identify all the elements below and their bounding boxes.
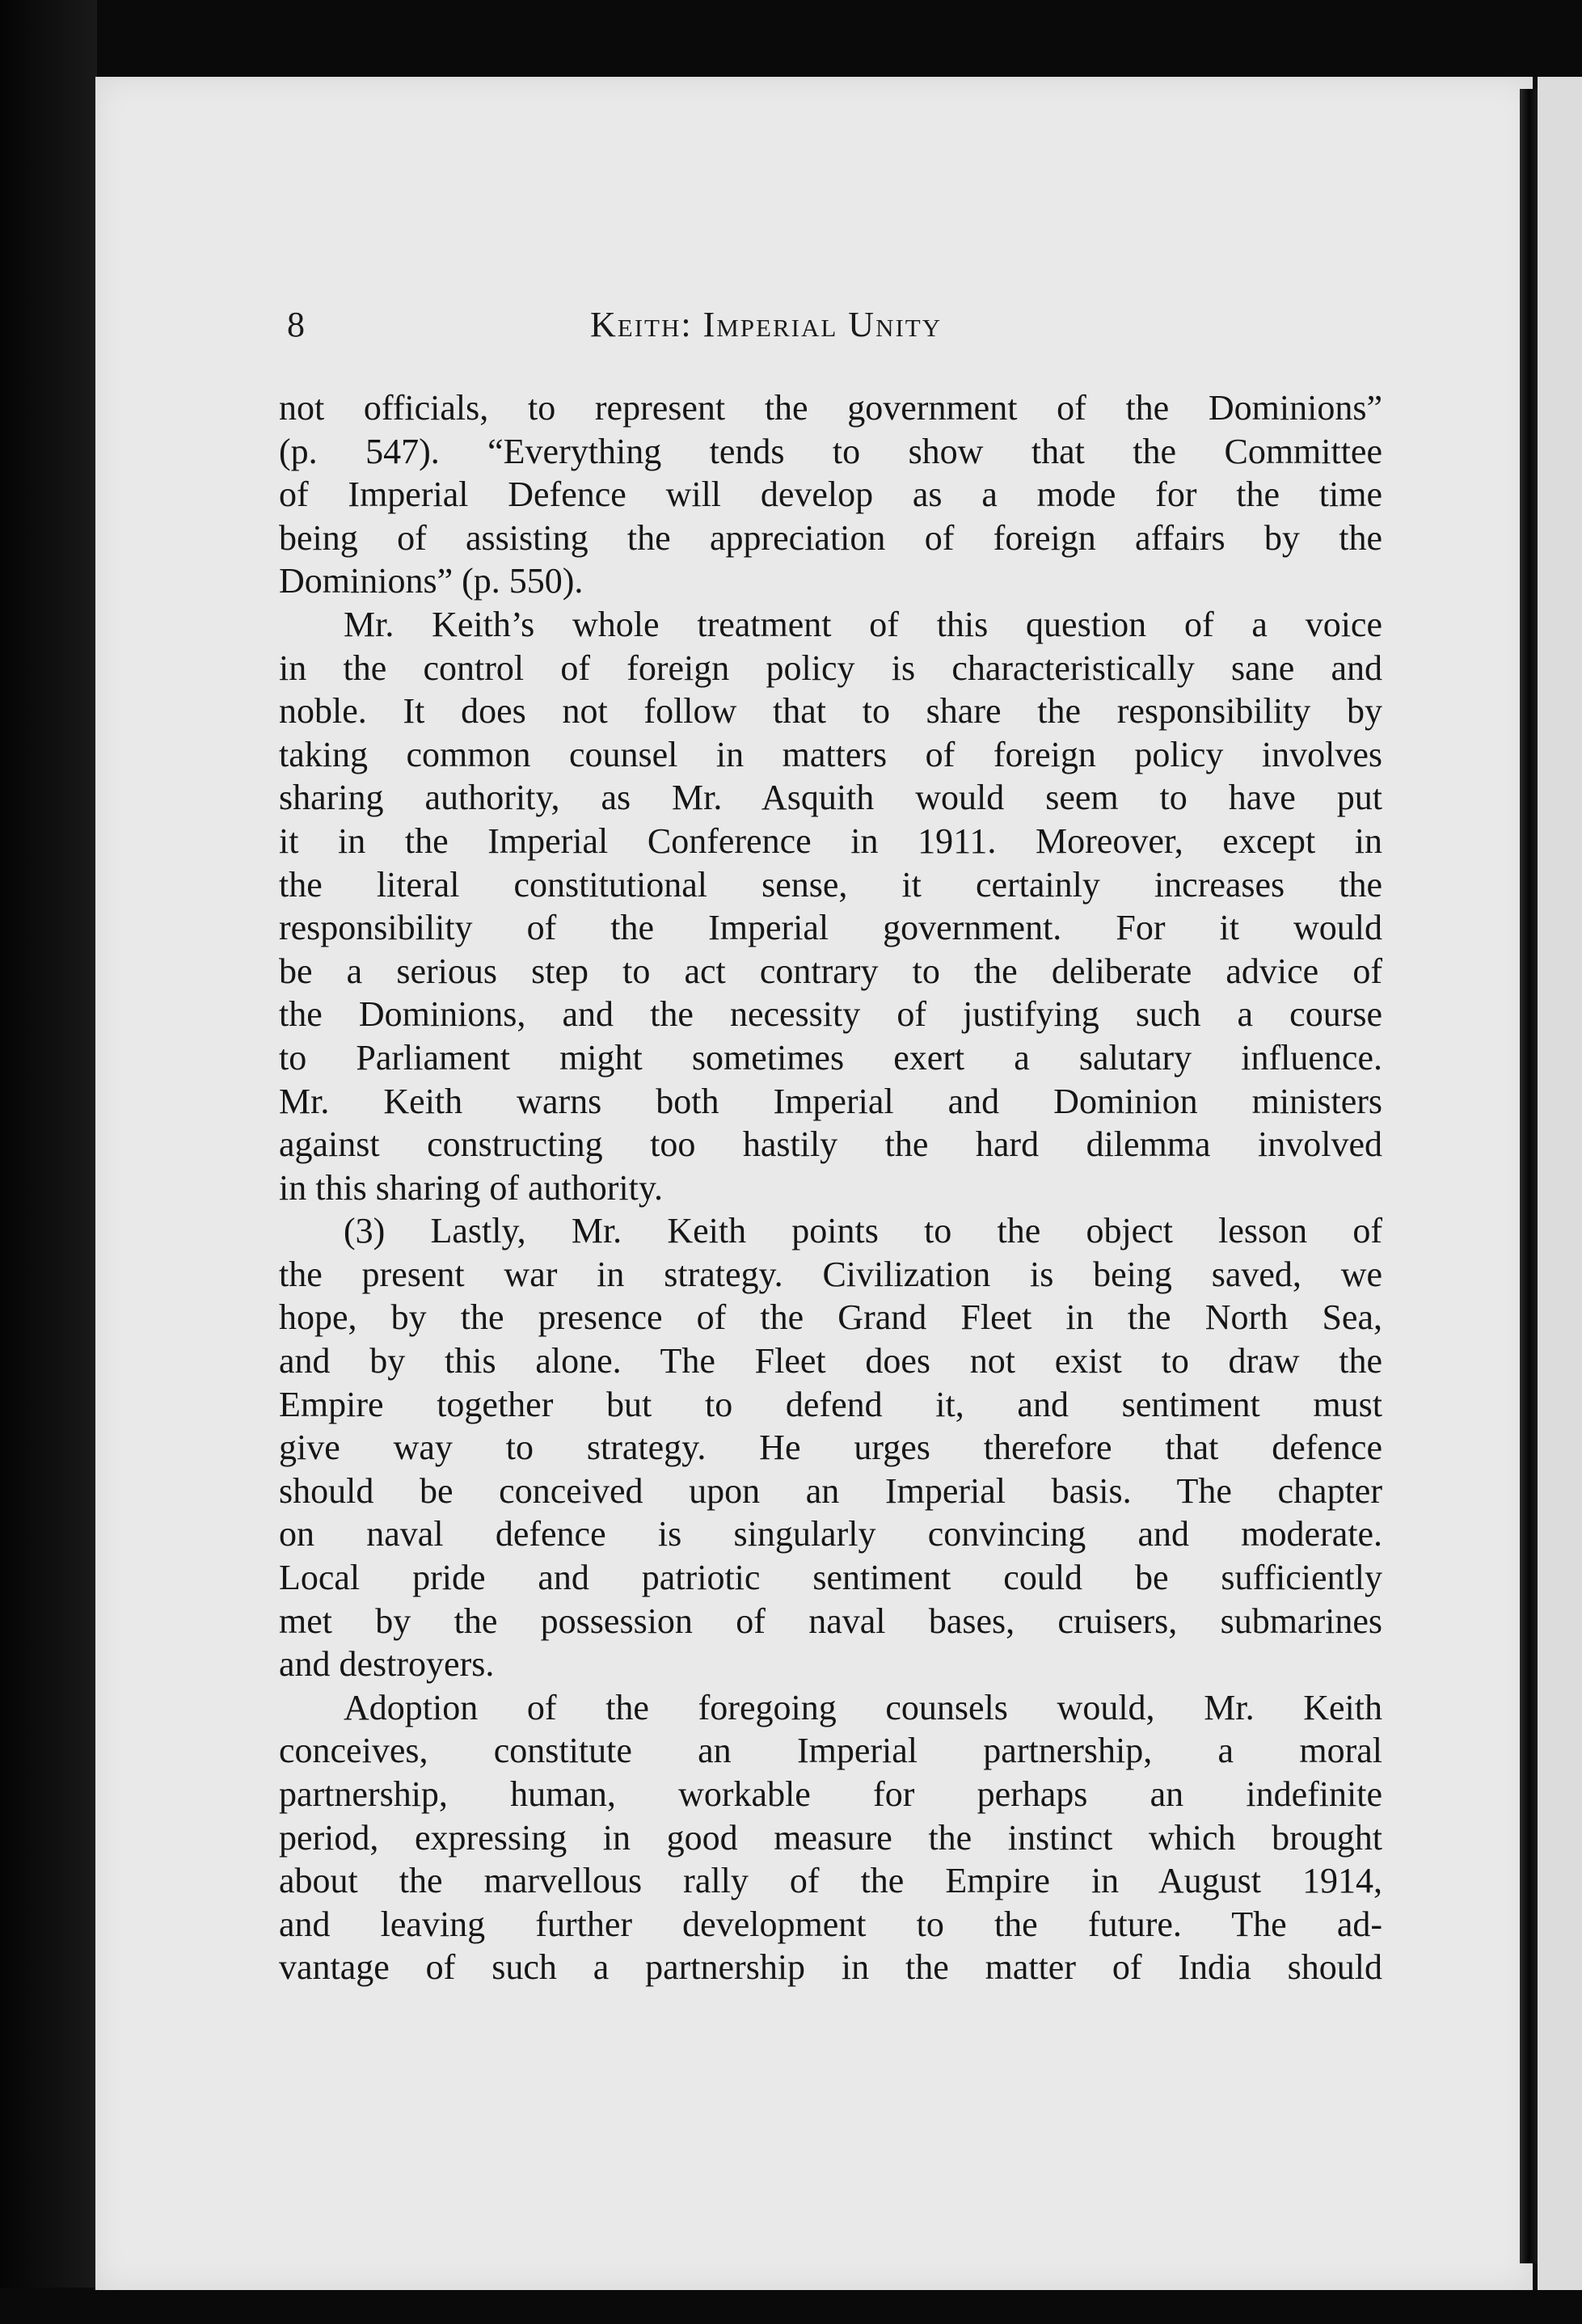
text-line: taking common counsel in matters of foreign policy involves	[279, 734, 1382, 774]
text-line: partnership, human, workable for perhaps an indefinite	[279, 1774, 1382, 1814]
text-line: noble. It does not follow that to share the responsibility by	[279, 691, 1382, 732]
text-line: about the marvellous rally of the Empire in August 1914,	[279, 1861, 1382, 1901]
running-title: Keith: Imperial Unity	[590, 305, 943, 344]
text-line: Mr. Keith’s whole treatment of this question of a voice	[344, 604, 1382, 644]
text-line: be a serious step to act contrary to the deliberate advice of	[279, 951, 1382, 991]
text-line: (p. 547). “Everything tends to show that the Committee	[279, 431, 1382, 471]
text-line: vantage of such a partnership in the matter of India should	[279, 1947, 1382, 1988]
text-line: period, expressing in good measure the instinct which brought	[279, 1817, 1382, 1858]
text-line: should be conceived upon an Imperial basis. The chapter	[279, 1470, 1382, 1511]
text-line: and destroyers.	[279, 1644, 495, 1685]
text-line: conceives, constitute an Imperial partnership, a moral	[279, 1731, 1382, 1771]
text-line: give way to strategy. He urges therefore that defence	[279, 1428, 1382, 1468]
text-line: Mr. Keith warns both Imperial and Dominion ministers	[279, 1081, 1382, 1121]
text-line: and by this alone. The Fleet does not exist to draw the	[279, 1341, 1382, 1381]
text-line: and leaving further development to the future. The ad-	[279, 1904, 1382, 1944]
text-line: Local pride and patriotic sentiment could be sufficiently	[279, 1558, 1382, 1598]
text-line: on naval defence is singularly convincing and moderate.	[279, 1514, 1382, 1554]
text-line: to Parliament might sometimes exert a salutary influence.	[279, 1037, 1382, 1078]
text-line: Adoption of the foregoing counsels would, Mr. Keith	[344, 1687, 1382, 1727]
running-head	[287, 301, 1386, 349]
text-line: not officials, to represent the government of the Dominions”	[279, 388, 1382, 428]
page-number: 8	[287, 305, 305, 344]
text-line: Dominions” (p. 550).	[279, 561, 584, 601]
text-line: met by the possession of naval bases, cruisers, submarines	[279, 1601, 1382, 1641]
scan-background-bottom	[0, 2288, 1582, 2324]
text-line: the Dominions, and the necessity of justifying such a course	[279, 994, 1382, 1035]
text-line: hope, by the presence of the Grand Fleet in the North Sea,	[279, 1297, 1382, 1338]
text-line: it in the Imperial Conference in 1911. Moreover, except in	[279, 820, 1382, 861]
text-line: against constructing too hastily the hard dilemma involved	[279, 1124, 1382, 1165]
text-line: of Imperial Defence will develop as a mode for the time	[279, 475, 1382, 515]
facing-page-edge	[1538, 77, 1582, 2290]
text-line: being of assisting the appreciation of foreign affairs by the	[279, 517, 1382, 558]
text-line: in this sharing of authority.	[279, 1167, 663, 1208]
scan-background-top	[0, 0, 1582, 77]
book-binding-edge	[1520, 89, 1538, 2263]
text-line: (3) Lastly, Mr. Keith points to the object lesson of	[344, 1211, 1382, 1251]
text-line: responsibility of the Imperial government. For it would	[279, 908, 1382, 948]
scan-background-left	[0, 0, 97, 2324]
text-line: the literal constitutional sense, it certainly increases the	[279, 864, 1382, 905]
text-line: the present war in strategy. Civilization is being saved, we	[279, 1254, 1382, 1294]
text-line: Empire together but to defend it, and sentiment must	[279, 1384, 1382, 1424]
body-text	[279, 386, 1382, 1989]
text-line: in the control of foreign policy is characteristically sane and	[279, 647, 1382, 688]
text-line: sharing authority, as Mr. Asquith would seem to have put	[279, 778, 1382, 818]
